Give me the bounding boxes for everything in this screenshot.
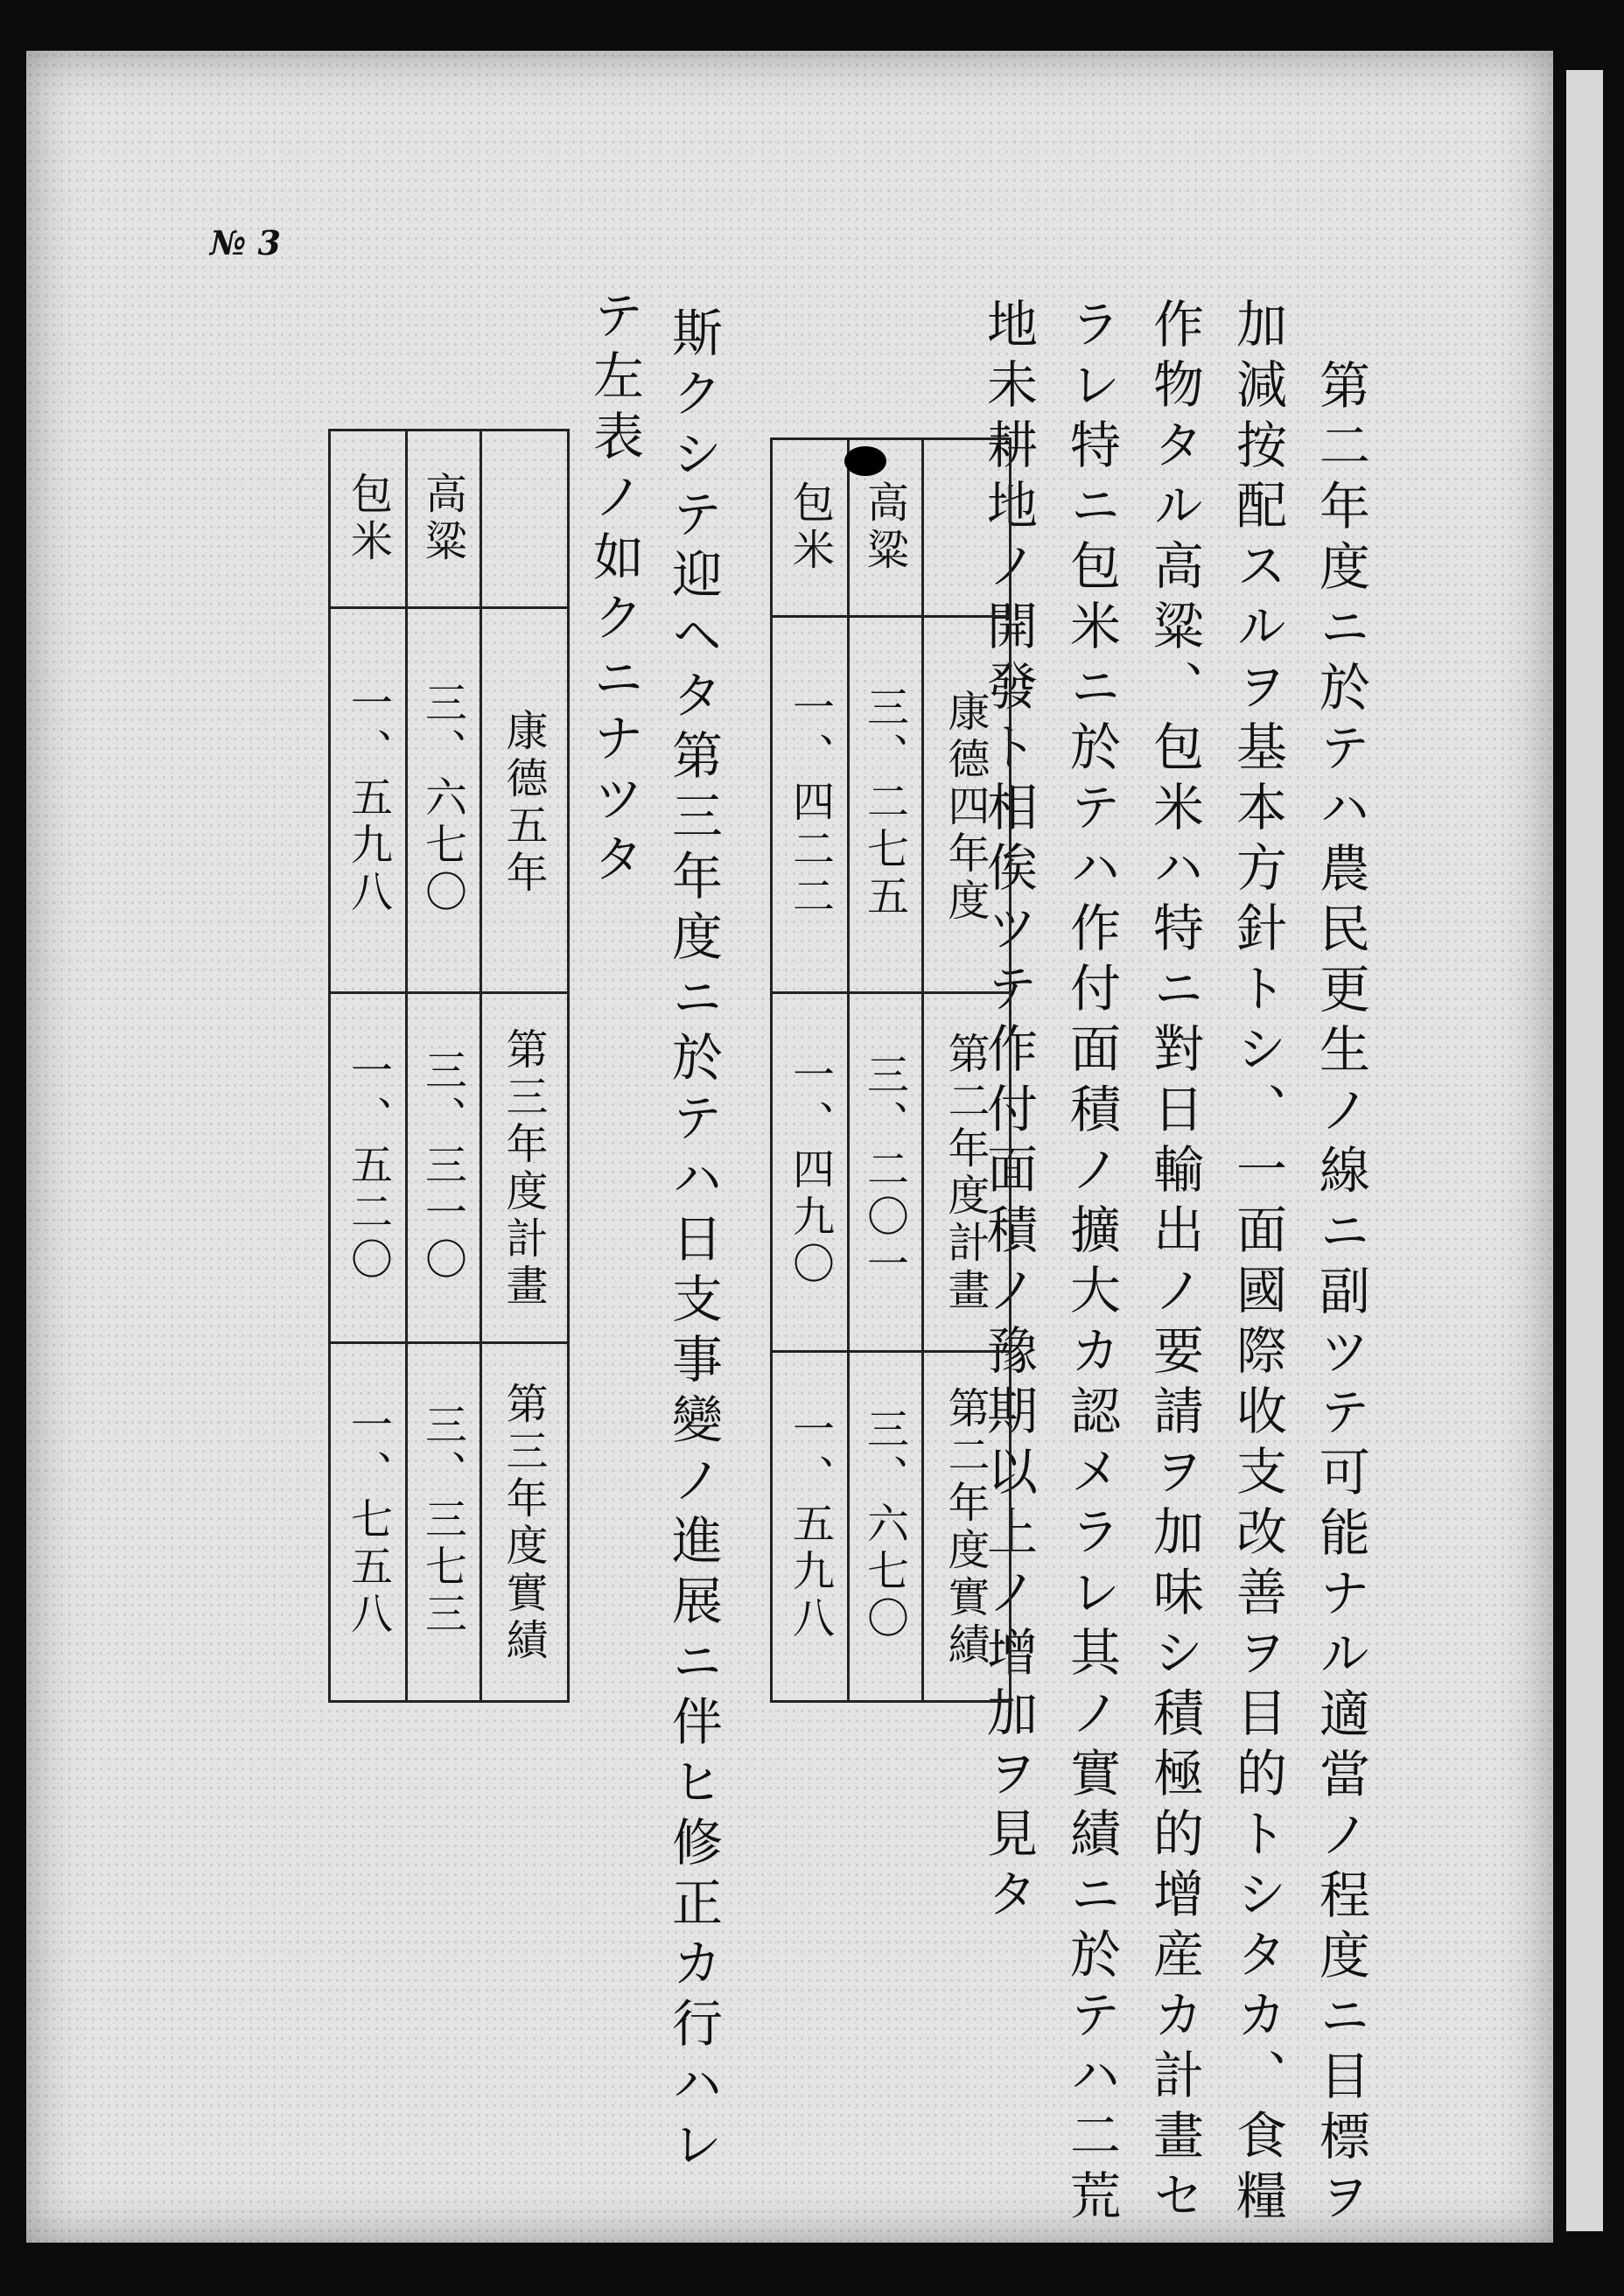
table1-cell-2-2: 一、四九〇: [785, 1053, 835, 1289]
table2-cell-2-2: 一、五二〇: [343, 1048, 393, 1284]
table2-cell-2-1: 一、五九八: [343, 681, 393, 917]
table1-cell-2-1: 一、四二二: [785, 685, 835, 921]
paragraph2-line-1: 斯クシテ迎ヘタ第三年度ニ於テハ日支事變ノ進展ニ伴ヒ修正カ行ハレ: [663, 306, 723, 2178]
table1-header-3: 第二年度實績: [941, 1385, 990, 1670]
next-page-edge: [1566, 70, 1603, 2231]
paragraph1-line-1: 第二年度ニ於テハ農民更生ノ線ニ副ツテ可能ナル適當ノ程度ニ目標ヲ: [1311, 359, 1370, 2230]
table2-header-3: 第三年度實績: [499, 1381, 548, 1665]
table2-crop-1: 高粱: [417, 472, 467, 566]
table2-cell-1-1: 三、六七〇: [417, 681, 467, 917]
table1: [770, 438, 1012, 1703]
table2-cell-1-3: 三、三七三: [417, 1403, 467, 1639]
table2-header-1: 康德五年: [499, 709, 548, 898]
table2-header-2: 第三年度計畫: [499, 1026, 548, 1311]
paragraph1-line-2: 加減按配スルヲ基本方針トシ、一面國際收支改善ヲ目的トシタカ、食糧: [1228, 298, 1287, 2230]
punch-hole: [844, 446, 886, 476]
table1-crop-2: 包米: [785, 480, 835, 575]
paragraph1-line-5: 地未耕地ノ開發ト相俟ツテ作付面積ノ豫期以上ノ增加ヲ見タ: [978, 298, 1038, 1928]
paragraph2-line-2: テ左表ノ如クニナツタ: [584, 289, 644, 892]
page-number: № 3: [210, 223, 281, 262]
table1-cell-1-2: 三、二〇一: [859, 1053, 909, 1289]
paragraph1-line-4: ラレ特ニ包米ニ於テハ作付面積ノ擴大カ認メラレ其ノ實績ニ於テハ二荒: [1061, 298, 1121, 2230]
table2-cell-1-2: 三、三一〇: [417, 1048, 467, 1284]
table2-cell-2-3: 一、七五八: [343, 1403, 393, 1639]
table1-cell-1-1: 三、二七五: [859, 685, 909, 921]
table1-cell-1-3: 三、六七〇: [859, 1407, 909, 1643]
table2: [328, 429, 570, 1703]
table1-crop-1: 高粱: [859, 480, 909, 575]
table1-header-2: 第二年度計畫: [941, 1031, 990, 1315]
table1-cell-2-3: 一、五九八: [785, 1407, 835, 1643]
table2-crop-2: 包米: [343, 472, 393, 566]
paragraph1-line-3: 作物タル高粱、包米ハ特ニ對日輸出ノ要請ヲ加味シ積極的增産カ計畫セ: [1144, 298, 1204, 2230]
table1-header-1: 康德四年度: [941, 690, 990, 926]
